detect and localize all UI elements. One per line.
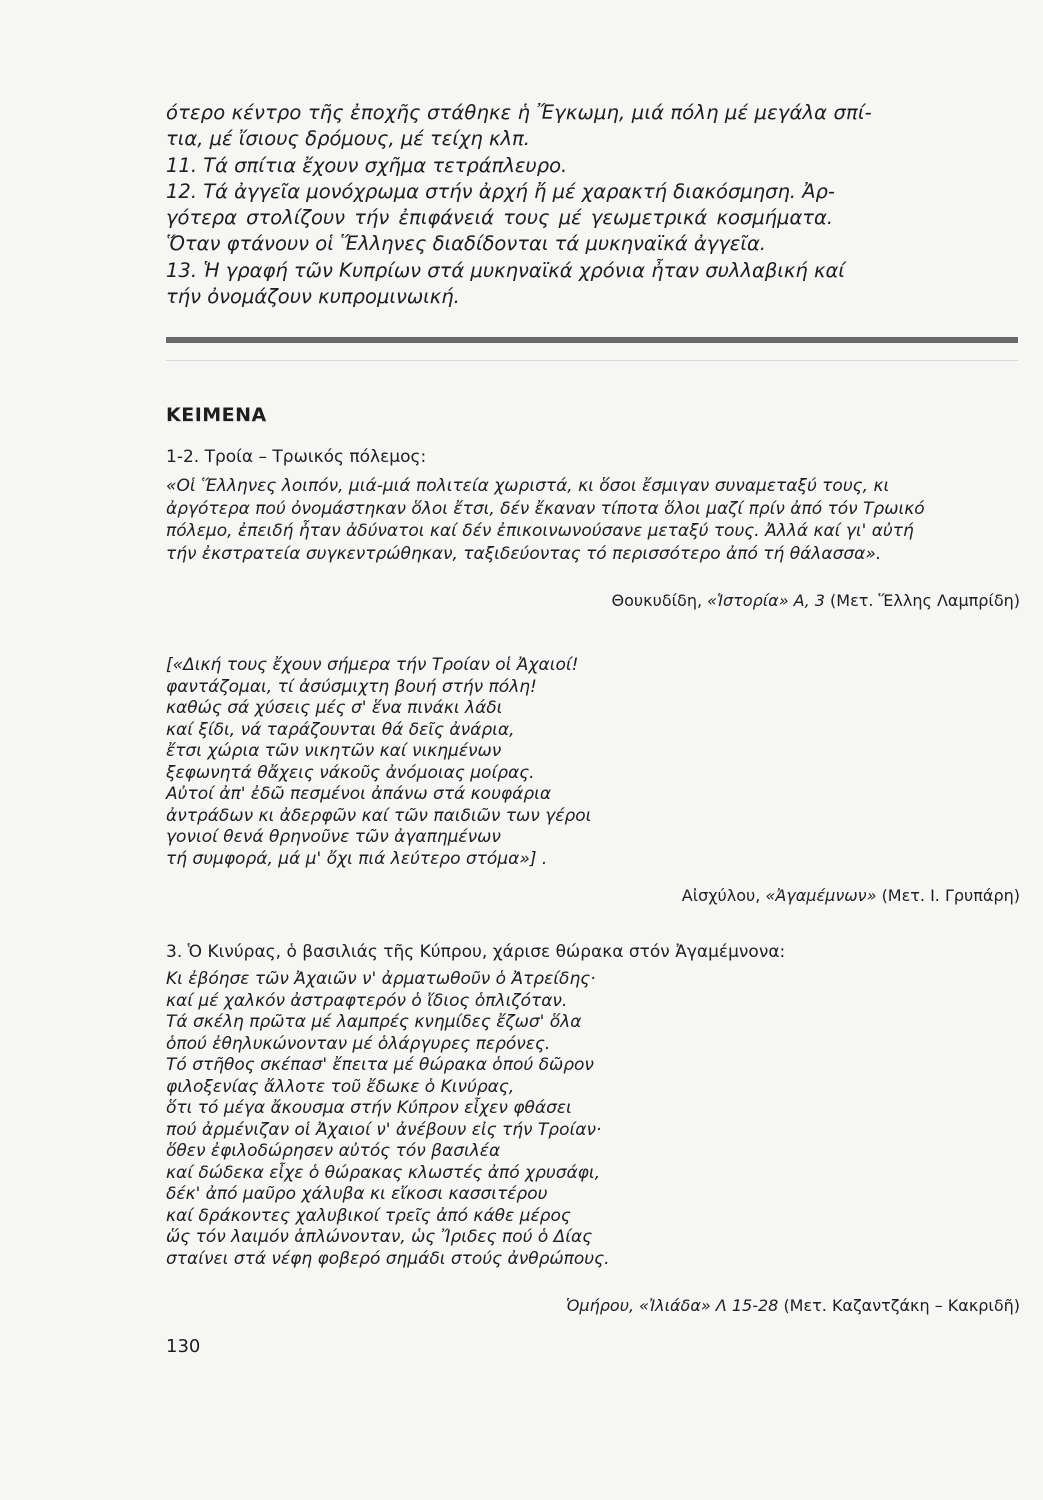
attribution-author: Αἰσχύλου,	[681, 886, 761, 905]
note-line: 12. Τά ἀγγεῖα μονόχρωμα στήν ἀρχή ἤ μέ χαρακτή διακόσμηση. Ἀρ-	[166, 179, 835, 203]
poem-line: ἀντράδων κι ἀδερφῶν καί τῶν παιδιῶν των γέροι	[166, 805, 592, 826]
attribution-author: Ὁμήρου,	[565, 1296, 635, 1315]
section-heading: ΚΕΙΜΕΝΑ	[166, 404, 267, 426]
poem-line: φιλοξενίας ἄλλοτε τοῦ ἔδωκε ὁ Κινύρας,	[166, 1076, 515, 1097]
poem-line: ὅτι τό μέγα ἄκουσμα στήν Κύπρον εἶχεν φθάσει	[166, 1098, 572, 1118]
section-divider	[166, 337, 1018, 343]
note-line: τια, μέ ἴσιους δρόμους, μέ τείχη κλπ.	[166, 127, 530, 151]
attribution-translator: (Μετ. Ι. Γρυπάρη)	[881, 886, 1020, 905]
note-line: τήν ὀνομάζουν κυπρομινωική.	[166, 285, 460, 309]
poem-line: ὁπού ἐθηλυκώνονταν μέ ὁλάργυρες περόνες.	[166, 1033, 551, 1054]
poem-line: πού ἀρμένιζαν οἱ Ἀχαιοί ν' ἀνέβουν εἰς τήν Τροίαν·	[166, 1119, 602, 1140]
poem-line: καί δώδεκα εἶχε ὁ θώρακας κλωστές ἀπό χρυσάφι,	[166, 1162, 601, 1183]
poem-line: φαντάζομαι, τί ἀσύσμιχτη βουή στήν πόλη!	[166, 676, 537, 697]
poem-line: τή συμφορά, μά μ' ὄχι πιά λεύτερο στόμα»] .	[166, 848, 548, 869]
note-line: 11. Τά σπίτια ἔχουν σχῆμα τετράπλευρο.	[166, 153, 568, 177]
attribution-work: «Ἱστορία» Α, 3	[707, 591, 825, 610]
quote-line: τήν ἐκστρατεία συγκεντρώθηκαν, ταξιδεύοντας τό περισσότερο ἀπό τή θάλασσα».	[166, 543, 882, 564]
text2-poem	[166, 655, 591, 870]
poem-line: ὥς τόν λαιμόν ἁπλώνονταν, ὡς Ἴριδες πού ὁ Δίας	[166, 1227, 593, 1247]
poem-line: καί ξίδι, νά ταράζουνται θά δεῖς ἀνάρια,	[166, 719, 515, 740]
text3-poem	[166, 969, 610, 1270]
attribution-translator: (Μετ. Καζαντζάκη – Κακριδῆ)	[783, 1296, 1020, 1315]
note-line: 13. Ἡ γραφή τῶν Κυπρίων στά μυκηναϊκά χρόνια ἦταν συλλαβική καί	[166, 258, 845, 282]
poem-line: καί μέ χαλκόν ἀστραφτερόν ὁ ἴδιος ὁπλιζόταν.	[166, 990, 568, 1011]
quote-line: πόλεμο, ἐπειδή ἦταν ἀδύνατοι καί δέν ἐπικοινωνούσανε μεταξύ τους. Ἀλλά καί γι' αὐτή	[166, 521, 914, 541]
poem-line: καθώς σά χύσεις μές σ' ἕνα πινάκι λάδι	[166, 698, 503, 718]
attribution-work: «Ἰλιάδα» Λ 15-28	[639, 1296, 779, 1315]
poem-line: Τό στῆθος σκέπασ' ἔπειτα μέ θώρακα ὁπού δῶρον	[166, 1055, 594, 1075]
attribution-translator: (Μετ. Ἕλλης Λαμπρίδη)	[830, 591, 1020, 610]
poem-line: δέκ' ἀπό μαῦρο χάλυβα κι εἴκοσι κασσιτέρου	[166, 1184, 548, 1204]
note-line: Ὅταν φτάνουν οἱ Ἕλληνες διαδίδονται τά μυκηναϊκά ἀγγεῖα.	[166, 232, 766, 256]
page-number: 130	[166, 1336, 201, 1357]
section-divider-faint	[166, 360, 1018, 361]
text2-attribution	[682, 886, 1020, 905]
quote-line: ἀργότερα πού ὀνομάστηκαν ὅλοι ἔτσι, δέν ἔκαναν τίποτα ὅλοι μαζί πρίν ἀπό τόν Τρωικό	[166, 498, 925, 519]
quote-line: «Οἱ Ἕλληνες λοιπόν, μιά-μιά πολιτεία χωριστά, κι ὅσοι ἔσμιγαν συναμεταξύ τους, κι	[166, 476, 890, 496]
poem-line: Αὐτοί ἀπ' ἐδῶ πεσμένοι ἀπάνω στά κουφάρια	[166, 784, 552, 804]
attribution-author: Θουκυδίδη,	[611, 591, 703, 610]
note-line: ότερο κέντρο τῆς ἐποχῆς στάθηκε ἡ Ἔγκωμη, μιά πόλη μέ μεγάλα σπί-	[166, 101, 872, 124]
poem-line: σταίνει στά νέφη φοβερό σημάδι στούς ἀνθρώπους.	[166, 1248, 610, 1269]
attribution-work: «Ἀγαμέμνων»	[765, 886, 877, 905]
poem-line: καί δράκοντες χαλυβικοί τρεῖς ἀπό κάθε μέρος	[166, 1205, 571, 1226]
notes-continuation	[166, 100, 1024, 310]
note-line: γότερα στολίζουν τήν ἐπιφάνειά τους μέ γεωμετρικά κοσμήματα.	[166, 206, 834, 230]
poem-line: Κι ἐβόησε τῶν Ἀχαιῶν ν' ἀρματωθοῦν ὁ Ἀτρείδης·	[166, 969, 596, 989]
poem-line: ὅθεν ἐφιλοδώρησεν αὐτός τόν βασιλέα	[166, 1141, 501, 1161]
poem-line: [«Δική τους ἔχουν σήμερα τήν Τροίαν οἱ Ἀχαιοί!	[166, 655, 579, 675]
poem-line: ἔτσι χώρια τῶν νικητῶν καί νικημένων	[166, 741, 502, 761]
text1-title: 1-2. Τροία – Τρωικός πόλεμος:	[166, 447, 427, 467]
text3-attribution	[566, 1296, 1020, 1315]
poem-line: Τά σκέλη πρῶτα μέ λαμπρές κνημίδες ἔζωσ' ὅλα	[166, 1012, 582, 1032]
poem-line: ξεφωνητά θἄχεις νάκοῦς ἀνόμοιας μοίρας.	[166, 762, 535, 783]
poem-line: γονιοί θενά θρηνοῦνε τῶν ἀγαπημένων	[166, 827, 501, 847]
text1-attribution	[612, 591, 1020, 610]
text1-quote	[166, 475, 1024, 565]
text3-title: 3. Ὁ Κινύρας, ὁ βασιλιάς τῆς Κύπρου, χάρισε θώρακα στόν Ἀγαμέμνονα:	[166, 942, 786, 962]
